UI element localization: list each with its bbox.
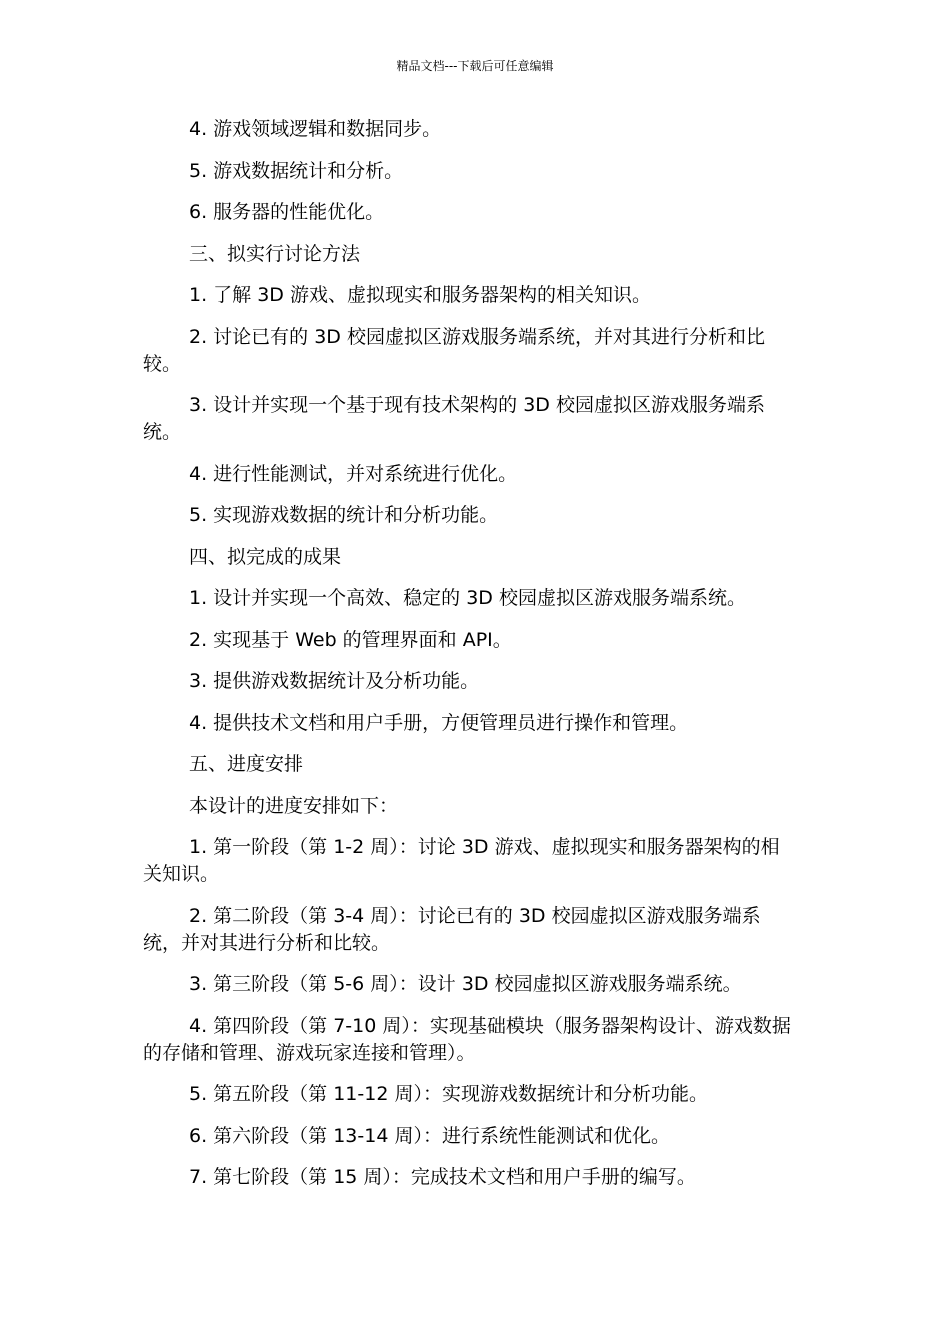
document-body bbox=[143, 116, 795, 1206]
page-header: 精品文档---下载后可任意编辑 bbox=[396, 59, 554, 73]
section-heading: 三、拟实行讨论方法 bbox=[189, 242, 361, 265]
paragraph: 4. 游戏领域逻辑和数据同步。 bbox=[189, 118, 442, 140]
paragraph: 4. 进行性能测试，并对系统进行优化。 bbox=[189, 462, 518, 485]
paragraph: 5. 游戏数据统计和分析。 bbox=[189, 159, 404, 182]
paragraph: 2. 实现基于 Web 的管理界面和 API。 bbox=[189, 628, 512, 651]
paragraph: 2. 第二阶段（第 3-4 周）：讨论已有的 3D 校园虚拟区游戏服务端系统，并对其进行分析和比较。 bbox=[143, 904, 761, 954]
paragraph: 5. 实现游戏数据的统计和分析功能。 bbox=[189, 504, 499, 526]
paragraph: 4. 第四阶段（第 7-10 周）：实现基础模块（服务器架构设计、游戏数据的存储和管理、游戏玩家连接和管理）。 bbox=[143, 1014, 791, 1064]
paragraph: 本设计的进度安排如下： bbox=[189, 794, 399, 817]
paragraph: 6. 第六阶段（第 13-14 周）：进行系统性能测试和优化。 bbox=[189, 1124, 670, 1147]
paragraph: 3. 第三阶段（第 5-6 周）：设计 3D 校园虚拟区游戏服务端系统。 bbox=[189, 973, 742, 995]
paragraph: 4. 提供技术文档和用户手册，方便管理员进行操作和管理。 bbox=[189, 711, 689, 734]
paragraph: 7. 第七阶段（第 15 周）：完成技术文档和用户手册的编写。 bbox=[189, 1166, 696, 1188]
section-heading: 四、拟完成的成果 bbox=[189, 545, 342, 568]
paragraph: 1. 设计并实现一个高效、稳定的 3D 校园虚拟区游戏服务端系统。 bbox=[189, 587, 746, 609]
section-heading: 五、进度安排 bbox=[189, 753, 304, 775]
paragraph: 1. 第一阶段（第 1-2 周）：讨论 3D 游戏、虚拟现实和服务器架构的相关知识。 bbox=[143, 836, 780, 885]
paragraph: 3. 设计并实现一个基于现有技术架构的 3D 校园虚拟区游戏服务端系统。 bbox=[143, 394, 765, 443]
paragraph: 5. 第五阶段（第 11-12 周）：实现游戏数据统计和分析功能。 bbox=[189, 1083, 708, 1105]
paragraph: 3. 提供游戏数据统计及分析功能。 bbox=[189, 670, 480, 692]
paragraph: 2. 讨论已有的 3D 校园虚拟区游戏服务端系统，并对其进行分析和比较。 bbox=[143, 325, 765, 375]
paragraph: 6. 服务器的性能优化。 bbox=[189, 201, 385, 223]
paragraph: 1. 了解 3D 游戏、虚拟现实和服务器架构的相关知识。 bbox=[189, 284, 651, 306]
